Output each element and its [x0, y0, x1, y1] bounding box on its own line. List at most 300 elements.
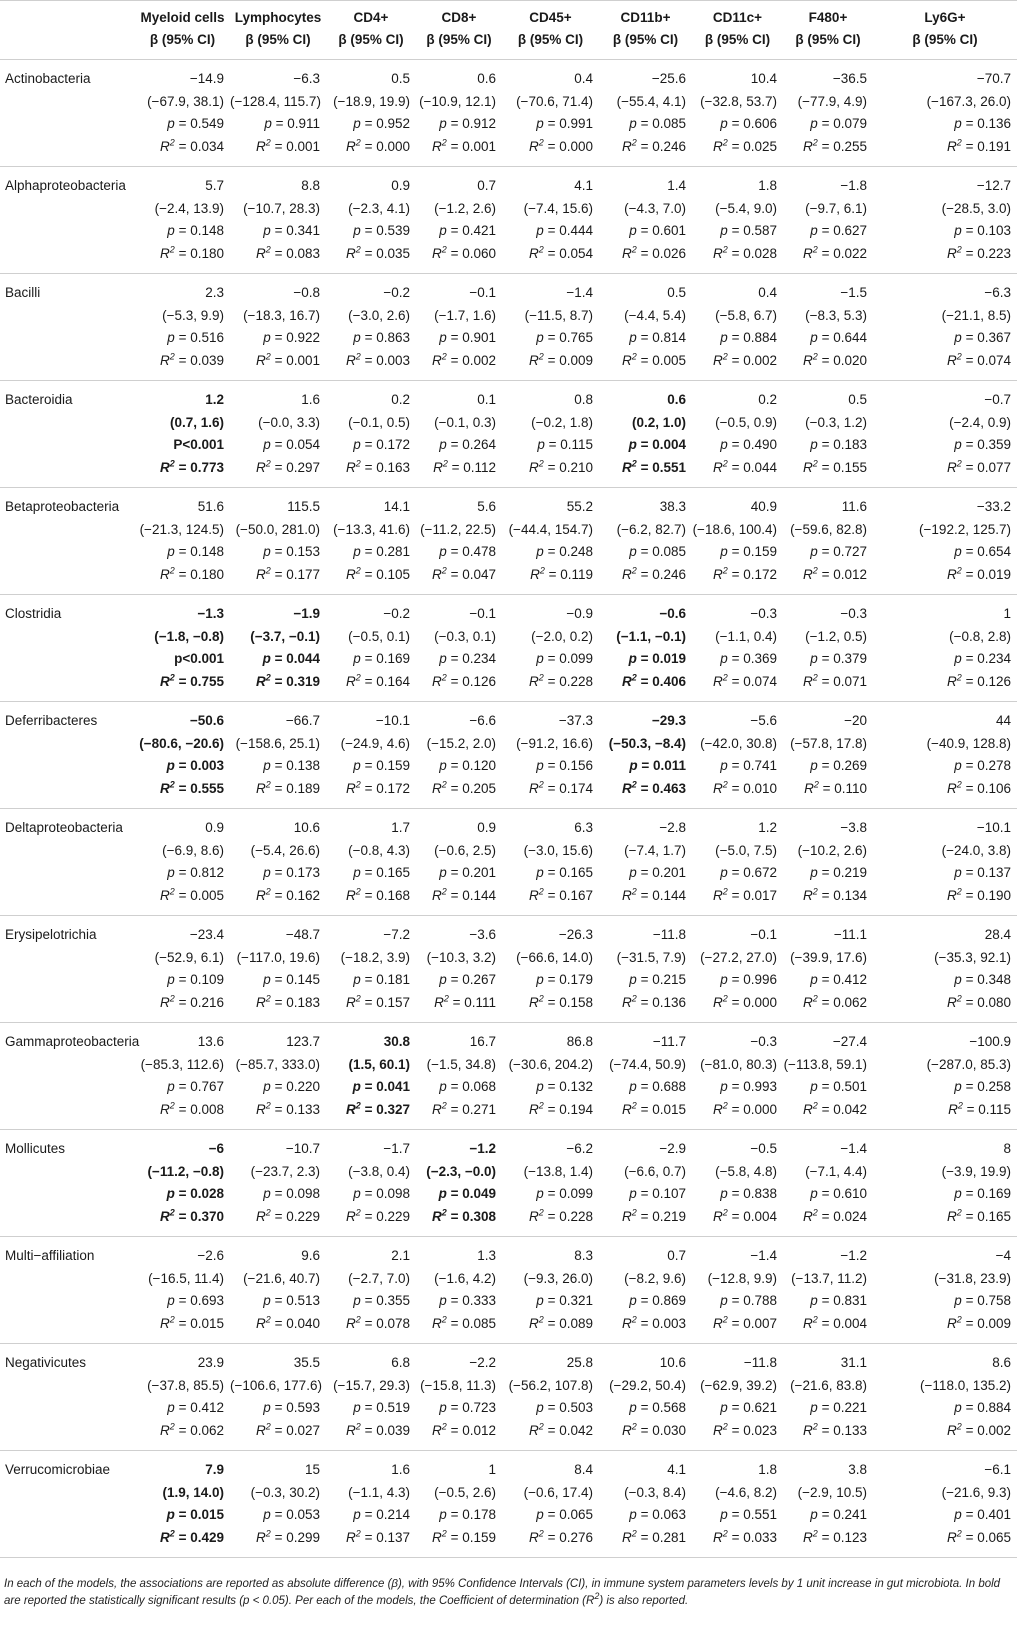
p-label: p — [353, 223, 361, 238]
p-value: 0.831 — [833, 1293, 867, 1308]
beta-value: −10.1 — [375, 713, 410, 728]
ci-value: (−287.0, 85.3) — [926, 1056, 1011, 1072]
r2-value: 0.159 — [462, 1529, 496, 1545]
r2-value: 0.017 — [743, 887, 777, 903]
beta-value: −5.6 — [750, 713, 777, 728]
r2-label: $R^2$ — [713, 244, 728, 261]
estimate-cell — [599, 274, 692, 381]
r2-label: $R^2$ — [947, 137, 962, 154]
p-value: 0.145 — [286, 972, 320, 987]
p-value: 0.444 — [559, 223, 593, 238]
ci-value: (−0.6, 2.5) — [434, 842, 496, 858]
p-line: p = 0.490 — [720, 437, 777, 452]
r2-value: 0.555 — [190, 780, 224, 796]
p-label: p — [954, 865, 962, 880]
beta-value: 30.8 — [383, 1034, 410, 1049]
estimate-cell — [783, 1451, 873, 1558]
r2-value: 0.110 — [834, 780, 867, 796]
p-value: 0.993 — [743, 1079, 777, 1094]
column-name: CD11c+ — [712, 10, 763, 25]
r2-value: 0.162 — [286, 887, 320, 903]
r2-value: 0.089 — [559, 1315, 593, 1331]
p-line: p = 0.120 — [439, 758, 496, 773]
beta-value: −66.7 — [285, 713, 320, 728]
p-label: p — [263, 1293, 271, 1308]
p-value: 0.159 — [743, 544, 777, 559]
beta-value: 2.3 — [205, 285, 224, 300]
r2-value: 0.755 — [190, 673, 224, 689]
estimate-cell — [502, 1023, 599, 1130]
p-label: p — [810, 116, 818, 131]
header-taxon — [0, 1, 135, 60]
p-value: 0.098 — [376, 1186, 410, 1201]
beta-value: −12.7 — [976, 178, 1011, 193]
r2-value: 0.002 — [977, 1422, 1011, 1438]
beta-value: −6.3 — [984, 285, 1011, 300]
beta-value: −6.2 — [566, 1141, 593, 1156]
r2-line: $R^2 = 0.047$ — [432, 565, 496, 582]
estimate-cell — [416, 274, 502, 381]
p-label: p — [439, 223, 447, 238]
beta-value: 1.6 — [301, 392, 320, 407]
estimate-cell — [230, 809, 326, 916]
ci-value: (−23.7, 2.3) — [250, 1163, 320, 1179]
r2-label: $R^2$ — [346, 1421, 361, 1438]
taxon-name: Betaproteobacteria — [0, 488, 135, 595]
beta-value: −1.4 — [566, 285, 593, 300]
beta-value: −7.2 — [383, 927, 410, 942]
p-value: 0.028 — [190, 1186, 224, 1201]
estimate-cell — [873, 488, 1017, 595]
p-line: p = 0.741 — [720, 758, 777, 773]
beta-value: 0.8 — [574, 392, 593, 407]
p-label: p — [536, 1293, 544, 1308]
p-line: p = 0.587 — [720, 223, 777, 238]
p-value: 0.165 — [376, 865, 410, 880]
table-row — [0, 488, 1017, 595]
r2-line: $R^2 = 0.002$ — [947, 1421, 1011, 1438]
r2-value: 0.002 — [462, 352, 496, 368]
ci-value: (−2.7, 7.0) — [348, 1270, 410, 1286]
p-label: p — [353, 116, 361, 131]
p-label: p — [720, 758, 728, 773]
p-label: p — [810, 972, 818, 987]
estimate-cell — [326, 1237, 416, 1344]
table-row — [0, 167, 1017, 274]
p-value: 0.321 — [559, 1293, 593, 1308]
p-value: 0.519 — [376, 1400, 410, 1415]
ci-value: (−0.1, 0.3) — [434, 414, 496, 430]
p-value: 0.644 — [833, 330, 867, 345]
p-value: 0.379 — [833, 651, 867, 666]
ci-value: (−6.2, 82.7) — [616, 521, 686, 537]
r2-label: $R^2$ — [947, 351, 962, 368]
beta-value: −11.1 — [833, 927, 867, 942]
table-row — [0, 1023, 1017, 1130]
estimate-cell — [326, 595, 416, 702]
r2-line: $R^2 = 0.039$ — [346, 1421, 410, 1438]
r2-line: $R^2 = 0.035$ — [346, 244, 410, 261]
estimate-cell — [783, 595, 873, 702]
r2-line: $R^2 = 0.205$ — [432, 779, 496, 796]
beta-value: −37.3 — [558, 713, 593, 728]
p-line: p = 0.996 — [720, 972, 777, 987]
p-value: 0.513 — [286, 1293, 320, 1308]
r2-label: $R^2$ — [432, 565, 447, 582]
r2-label: $R^2$ — [160, 1421, 175, 1438]
beta-value: 16.7 — [469, 1034, 496, 1049]
p-line: p = 0.412 — [810, 972, 867, 987]
p-line: p = 0.884 — [954, 1400, 1011, 1415]
p-value: 0.079 — [833, 116, 867, 131]
ci-value: (−18.3, 16.7) — [243, 307, 320, 323]
p-value: 0.952 — [376, 116, 410, 131]
p-line: p = 0.993 — [720, 1079, 777, 1094]
r2-label: $R^2$ — [713, 1207, 728, 1224]
estimate-cell — [599, 702, 692, 809]
p-label: p — [353, 865, 361, 880]
beta-value: −36.5 — [832, 71, 867, 86]
ci-value: (−31.5, 7.9) — [616, 949, 686, 965]
r2-line: $R^2 = 0.126$ — [947, 672, 1011, 689]
r2-value: 0.157 — [376, 994, 410, 1010]
r2-label: $R^2$ — [803, 565, 818, 582]
r2-label: $R^2$ — [529, 244, 544, 261]
ci-value: (−18.9, 19.9) — [333, 93, 410, 109]
r2-value: 0.165 — [977, 1208, 1011, 1224]
p-line: p = 0.137 — [954, 865, 1011, 880]
ci-value: (−91.2, 16.6) — [516, 735, 593, 751]
ci-value: (−6.9, 8.6) — [162, 842, 224, 858]
r2-label: $R^2$ — [803, 886, 818, 903]
column-stat: β (95% CI) — [338, 32, 404, 47]
estimate-cell — [599, 1237, 692, 1344]
column-header — [326, 1, 416, 60]
ci-value: (−40.9, 128.8) — [926, 735, 1011, 751]
r2-line: $R^2 = 0.015$ — [622, 1100, 686, 1117]
beta-value: 1.4 — [667, 178, 686, 193]
r2-label: $R^2$ — [434, 993, 449, 1010]
r2-line: $R^2 = 0.015$ — [160, 1314, 224, 1331]
estimate-cell — [230, 702, 326, 809]
taxon-name: Actinobacteria — [0, 60, 135, 167]
p-label: p — [954, 437, 962, 452]
ci-value: (−21.6, 40.7) — [243, 1270, 320, 1286]
r2-value: 0.281 — [652, 1529, 686, 1545]
r2-line: $R^2 = 0.180$ — [160, 244, 224, 261]
p-label: p — [954, 223, 962, 238]
r2-label: $R^2$ — [160, 565, 175, 582]
p-label: p — [537, 437, 545, 452]
estimate-cell — [502, 1237, 599, 1344]
estimate-cell — [692, 1237, 783, 1344]
ci-value: (−9.7, 6.1) — [805, 200, 867, 216]
estimate-cell — [416, 809, 502, 916]
ci-value: (−10.2, 2.6) — [797, 842, 867, 858]
r2-line: $R^2 = 0.167$ — [529, 886, 593, 903]
r2-label: $R^2$ — [804, 779, 819, 796]
p-label: p — [353, 651, 361, 666]
p-label: p — [720, 1186, 728, 1201]
r2-label: $R^2$ — [622, 458, 637, 475]
p-label: p — [629, 865, 637, 880]
r2-label: $R^2$ — [803, 672, 818, 689]
r2-value: 0.155 — [833, 459, 867, 475]
p-label: p — [263, 1400, 271, 1415]
r2-label: $R^2$ — [947, 672, 962, 689]
r2-line: $R^2 = 0.297$ — [256, 458, 320, 475]
beta-value: −1.4 — [750, 1248, 777, 1263]
beta-value: −50.6 — [189, 713, 224, 728]
r2-label: $R^2$ — [432, 1421, 447, 1438]
r2-line: $R^2 = 0.105$ — [346, 565, 410, 582]
r2-label: $R^2$ — [160, 137, 175, 154]
r2-line: $R^2 = 0.042$ — [529, 1421, 593, 1438]
p-label: p — [629, 1293, 637, 1308]
beta-value: 0.6 — [667, 392, 686, 407]
p-label: p — [629, 1186, 637, 1201]
ci-value: (−128.4, 115.7) — [230, 93, 321, 109]
r2-label: $R^2$ — [622, 351, 637, 368]
p-line — [135, 434, 224, 457]
p-value: 0.693 — [190, 1293, 224, 1308]
r2-line: $R^2 = 0.111$ — [434, 993, 496, 1010]
p-line: p = 0.145 — [263, 972, 320, 987]
ci-value: (−15.2, 2.0) — [426, 735, 496, 751]
ci-value: (−11.2, −0.8) — [147, 1163, 224, 1179]
beta-value: 40.9 — [750, 499, 777, 514]
estimate-cell — [599, 809, 692, 916]
beta-value: −2.6 — [197, 1248, 224, 1263]
p-label: p — [954, 330, 962, 345]
beta-value: 8.8 — [301, 178, 320, 193]
r2-label: $R^2$ — [947, 779, 962, 796]
column-stat: β (95% CI) — [245, 32, 311, 47]
beta-value: 15 — [304, 1462, 320, 1477]
p-value: 0.549 — [190, 116, 224, 131]
p-value: 0.179 — [559, 972, 593, 987]
r2-value: 0.194 — [559, 1101, 593, 1117]
r2-label: $R^2$ — [432, 1528, 447, 1545]
r2-label: $R^2$ — [713, 565, 728, 582]
estimate-cell — [416, 1130, 502, 1237]
ci-value: (−5.8, 6.7) — [715, 307, 777, 323]
beta-value: −0.3 — [750, 606, 777, 621]
estimate-cell — [692, 274, 783, 381]
p-value: 0.367 — [977, 330, 1011, 345]
p-value: 0.049 — [462, 1186, 496, 1201]
p-line: p = 0.004 — [628, 437, 686, 452]
estimate-cell — [692, 702, 783, 809]
r2-line: $R^2 = 0.190$ — [947, 886, 1011, 903]
p-label: p — [353, 1186, 361, 1201]
p-line: p = 0.516 — [167, 330, 224, 345]
beta-value: 4.1 — [667, 1462, 686, 1477]
r2-line: $R^2 = 0.012$ — [432, 1421, 496, 1438]
p-value: 0.172 — [376, 437, 410, 452]
r2-label: $R^2$ — [433, 458, 448, 475]
p-value: 0.568 — [652, 1400, 686, 1415]
beta-value: 6.3 — [574, 820, 593, 835]
p-label: p — [262, 651, 271, 666]
r2-label: $R^2$ — [346, 1314, 361, 1331]
beta-value: −11.8 — [743, 1355, 777, 1370]
r2-label: $R^2$ — [803, 351, 818, 368]
estimate-cell — [416, 702, 502, 809]
p-value: 0.333 — [462, 1293, 496, 1308]
r2-label: $R^2$ — [622, 993, 637, 1010]
ci-value: (−8.2, 9.6) — [624, 1270, 686, 1286]
r2-label: $R^2$ — [432, 779, 447, 796]
estimate-cell — [326, 274, 416, 381]
estimate-cell — [502, 167, 599, 274]
r2-value: 0.223 — [977, 245, 1011, 261]
r2-label: $R^2$ — [432, 244, 447, 261]
column-stat: β (95% CI) — [426, 32, 492, 47]
p-value: 0.348 — [977, 972, 1011, 987]
p-value: 0.041 — [376, 1079, 410, 1094]
r2-label: $R^2$ — [803, 458, 818, 475]
r2-value: 0.189 — [286, 780, 320, 796]
p-value: 0.501 — [833, 1079, 867, 1094]
r2-line: $R^2 = 0.126$ — [432, 672, 496, 689]
ci-value: (1.5, 60.1) — [348, 1056, 410, 1072]
p-line: p = 0.214 — [353, 1507, 410, 1522]
r2-line: $R^2 = 0.164$ — [346, 672, 410, 689]
r2-value: 0.000 — [376, 138, 410, 154]
r2-line: $R^2 = 0.110$ — [804, 779, 867, 796]
r2-line: $R^2 = 0.137$ — [346, 1528, 410, 1545]
estimate-cell — [599, 1451, 692, 1558]
p-value: 0.654 — [977, 544, 1011, 559]
r2-label: $R^2$ — [256, 993, 271, 1010]
p-value: 0.281 — [376, 544, 410, 559]
p-line: p = 0.765 — [536, 330, 593, 345]
p-line: p = 0.869 — [629, 1293, 686, 1308]
estimate-cell — [873, 167, 1017, 274]
p-label: p — [810, 865, 818, 880]
r2-value: 0.229 — [376, 1208, 410, 1224]
r2-label: $R^2$ — [256, 244, 271, 261]
p-value: 0.901 — [462, 330, 496, 345]
r2-value: 0.115 — [978, 1101, 1011, 1117]
r2-line: $R^2 = 0.174$ — [529, 779, 593, 796]
p-label: p — [810, 1507, 818, 1522]
p-line: p = 0.054 — [263, 437, 320, 452]
r2-value: 0.297 — [286, 459, 320, 475]
p-line: p = 0.884 — [720, 330, 777, 345]
ci-value: (−5.3, 9.9) — [162, 307, 224, 323]
p-label: p — [954, 1186, 962, 1201]
r2-line: $R^2 = 0.406$ — [622, 672, 686, 689]
p-value: 0.159 — [376, 758, 410, 773]
estimate-cell — [783, 274, 873, 381]
beta-value: −25.6 — [651, 71, 686, 86]
r2-line: $R^2 = 0.089$ — [529, 1314, 593, 1331]
p-value: 0.727 — [833, 544, 867, 559]
beta-value: −3.6 — [469, 927, 496, 942]
p-label: p — [810, 437, 818, 452]
p-value: 0.234 — [462, 651, 496, 666]
p-line: p = 0.812 — [167, 865, 224, 880]
p-line: p = 0.863 — [353, 330, 410, 345]
r2-value: 0.210 — [559, 459, 593, 475]
taxon-name: Gammaproteobacteria — [0, 1023, 135, 1130]
estimate-cell — [230, 167, 326, 274]
estimate-cell — [326, 167, 416, 274]
p-line: p = 0.644 — [810, 330, 867, 345]
p-label: p — [810, 1400, 818, 1415]
r2-value: 0.024 — [833, 1208, 867, 1224]
ci-value: (−16.5, 11.4) — [148, 1270, 224, 1286]
r2-label: $R^2$ — [529, 779, 544, 796]
estimate-cell — [416, 60, 502, 167]
r2-value: 0.003 — [652, 1315, 686, 1331]
p-label: p — [263, 972, 271, 987]
r2-value: 0.429 — [190, 1529, 224, 1545]
r2-label: $R^2$ — [713, 779, 728, 796]
r2-value: 0.190 — [977, 887, 1011, 903]
ci-value: (−85.7, 333.0) — [235, 1056, 320, 1072]
estimate-cell — [692, 381, 783, 488]
r2-label: $R^2$ — [622, 779, 637, 796]
ci-value: (−56.2, 107.8) — [508, 1377, 593, 1393]
p-line: p = 0.688 — [629, 1079, 686, 1094]
p-label: p — [954, 544, 962, 559]
r2-label: $R^2$ — [432, 351, 447, 368]
p-label: p — [536, 1079, 544, 1094]
r2-label: $R^2$ — [529, 137, 544, 154]
beta-value: 0.2 — [758, 392, 777, 407]
p-label: p — [720, 1400, 728, 1415]
p-value: 0.606 — [743, 116, 777, 131]
ci-value: (−50.3, −8.4) — [608, 735, 686, 751]
beta-value: 9.6 — [301, 1248, 320, 1263]
p-label: p — [536, 972, 544, 987]
p-line: p = 0.610 — [810, 1186, 867, 1201]
p-value: 0.369 — [743, 651, 777, 666]
r2-label: $R^2$ — [160, 886, 175, 903]
p-value: 0.068 — [462, 1079, 496, 1094]
r2-line: $R^2 = 0.020$ — [803, 351, 867, 368]
r2-line: $R^2 = 0.429$ — [160, 1528, 224, 1545]
r2-line: $R^2 = 0.060$ — [432, 244, 496, 261]
r2-line: $R^2 = 0.119$ — [530, 565, 593, 582]
p-label: p — [720, 1079, 728, 1094]
estimate-cell — [416, 1344, 502, 1451]
ci-value: (−11.5, 8.7) — [524, 307, 593, 323]
p-line: p = 0.136 — [954, 116, 1011, 131]
r2-label: $R^2$ — [160, 672, 175, 689]
r2-value: 0.205 — [462, 780, 496, 796]
r2-line: $R^2 = 0.157$ — [346, 993, 410, 1010]
ci-value: (−0.8, 2.8) — [949, 628, 1011, 644]
ci-value: (−62.9, 39.2) — [700, 1377, 777, 1393]
r2-label: $R^2$ — [803, 993, 818, 1010]
ci-value: (−5.4, 9.0) — [715, 200, 777, 216]
ci-value: (−192.2, 125.7) — [919, 521, 1011, 537]
r2-label: $R^2$ — [529, 672, 544, 689]
p-value: 0.219 — [833, 865, 867, 880]
p-label: p — [629, 330, 637, 345]
r2-label: $R^2$ — [160, 779, 175, 796]
beta-value: 0.7 — [477, 178, 496, 193]
p-value: 0.241 — [833, 1507, 867, 1522]
estimate-cell — [135, 809, 230, 916]
r2-line: $R^2 = 0.030$ — [622, 1421, 686, 1438]
p-line: p = 0.814 — [629, 330, 686, 345]
r2-line: $R^2 = 0.019$ — [947, 565, 1011, 582]
